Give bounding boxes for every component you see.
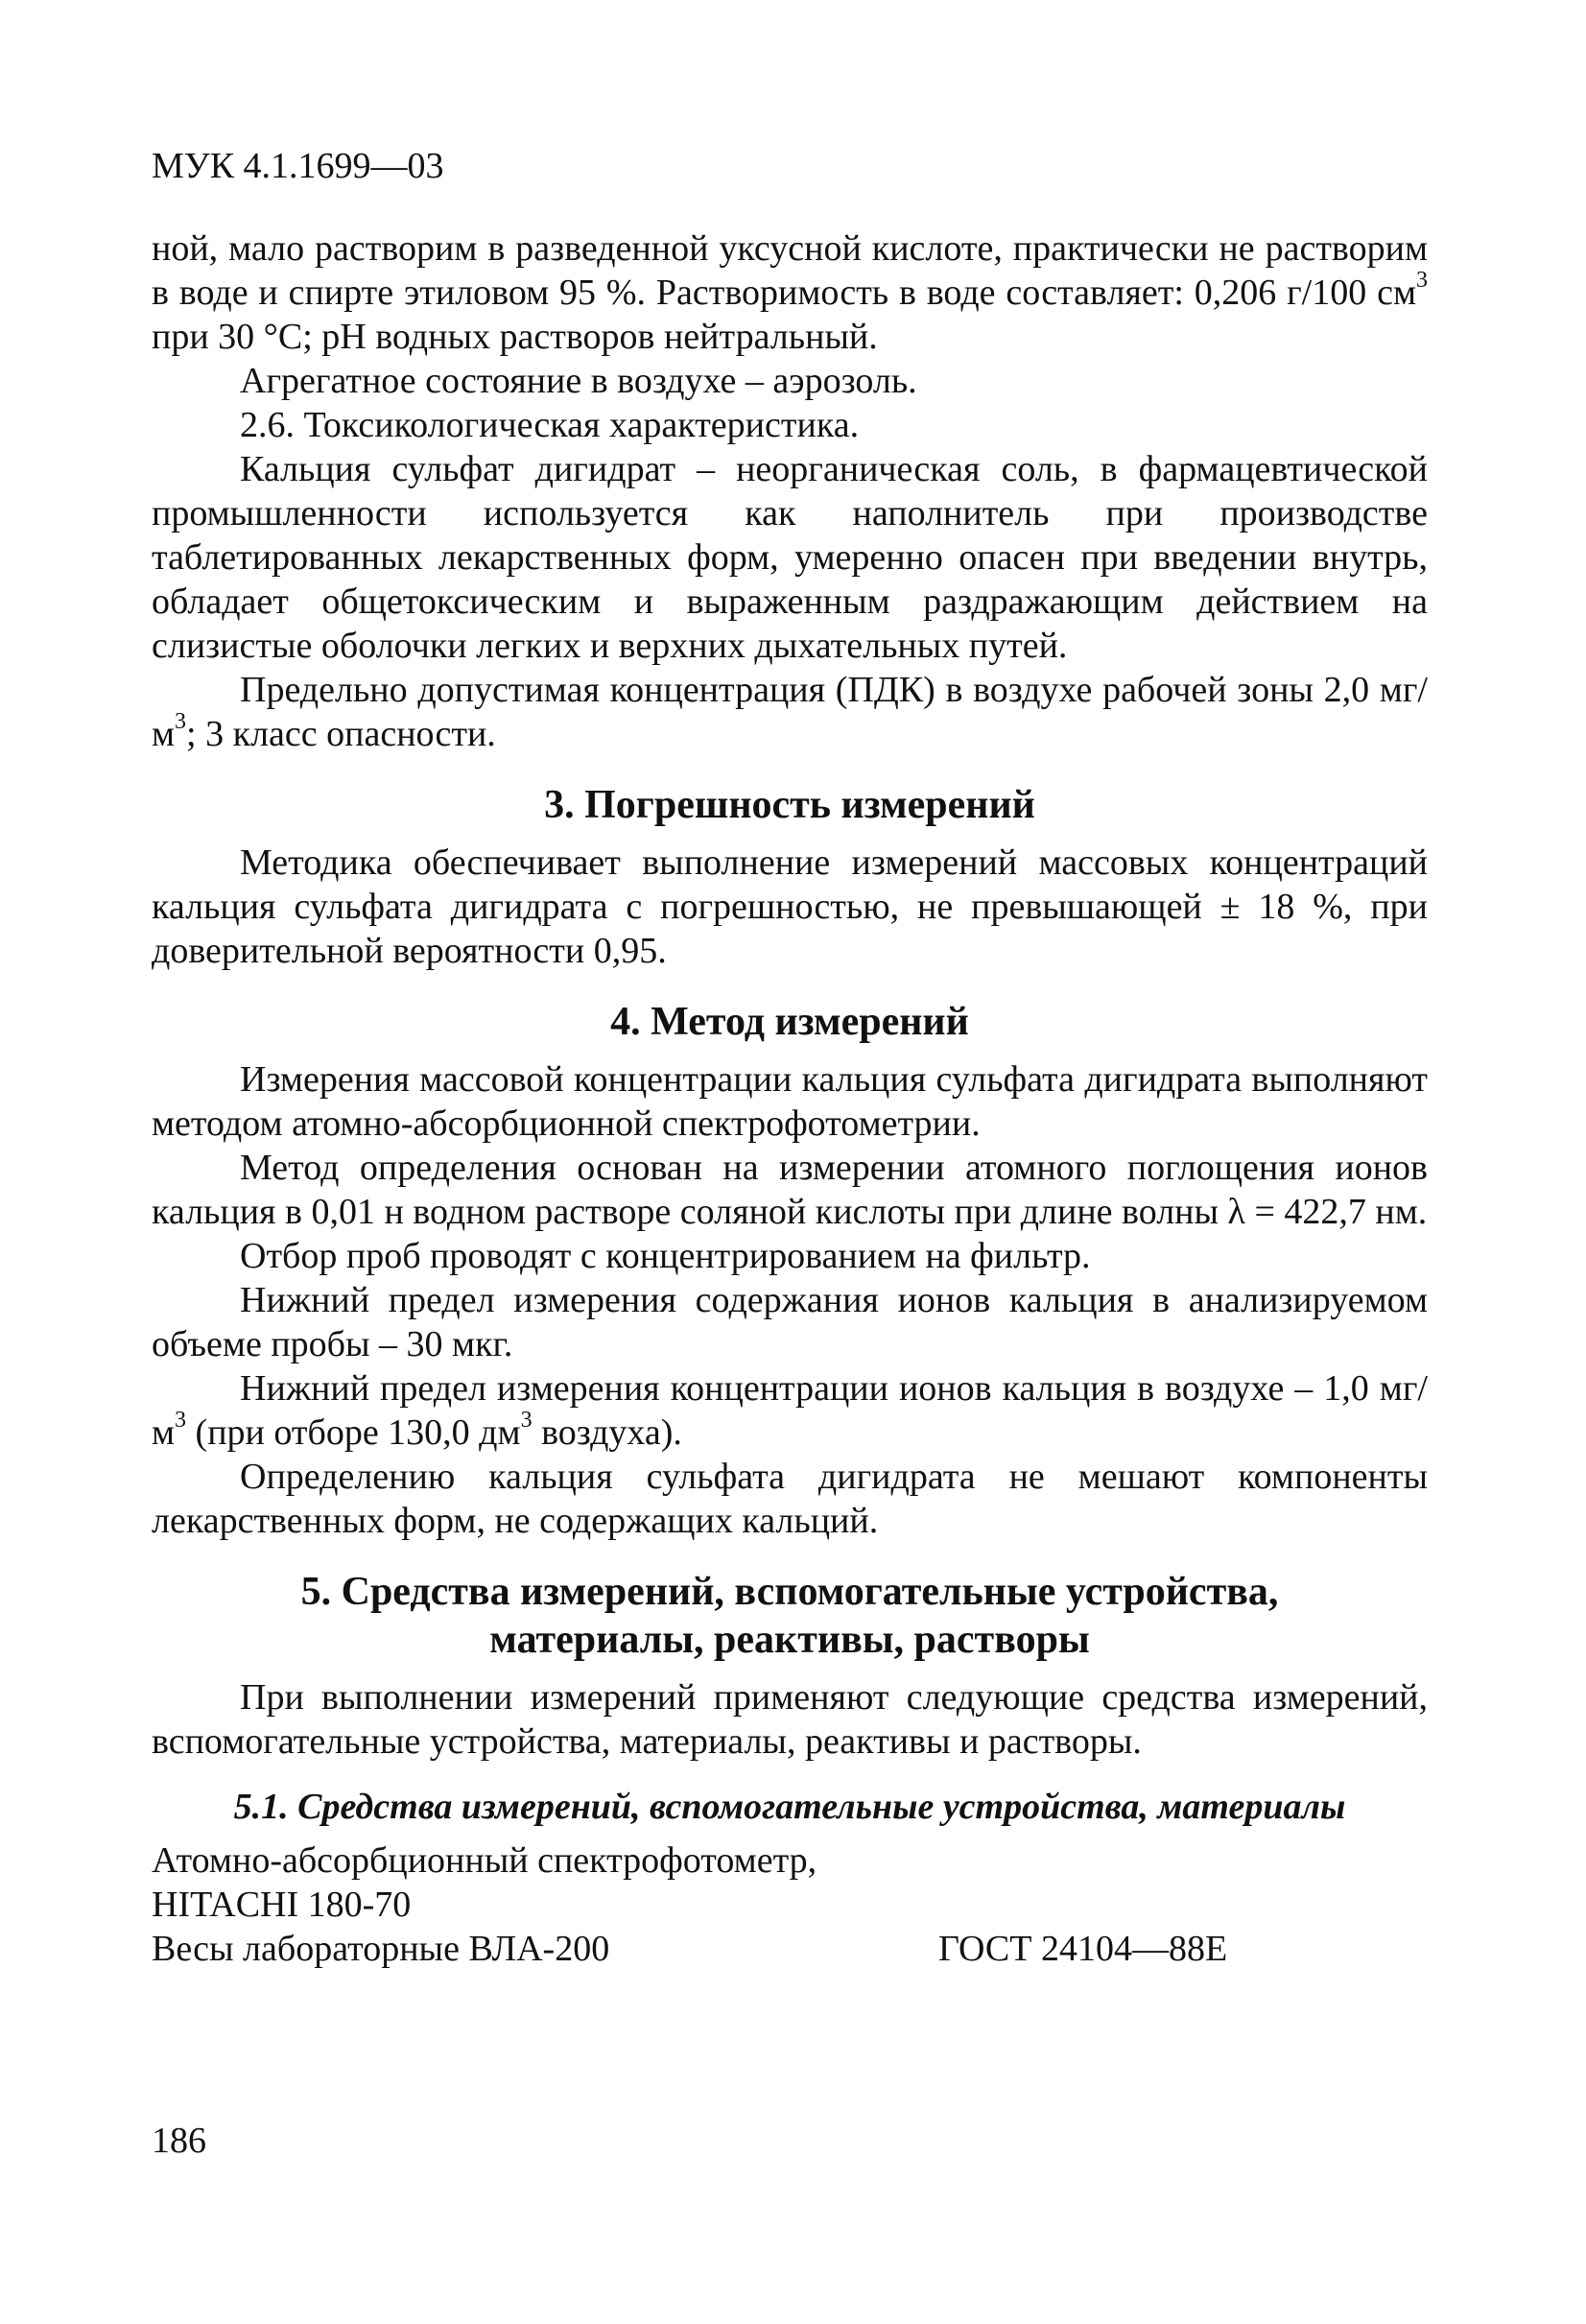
section-4-paragraph-5 [152, 1366, 1428, 1455]
superscript: 3 [175, 1408, 187, 1434]
section-4-paragraph-2: Метод определения основан на измерении атомного поглощения ионов кальция в 0,01 н водном растворе соляной кислоты при длине волны λ = 422,7 нм. [152, 1148, 1428, 1232]
continuation-paragraph [152, 226, 1428, 359]
equipment-item-spectrophotometer [152, 1838, 1428, 1927]
page-number: 186 [152, 2121, 206, 2161]
section-4-p5-text-a: Нижний предел измерения концентрации ионов кальция в воздухе – 1,0 мг/м [152, 1368, 1428, 1453]
section-4-paragraph-6: Определению кальция сульфата дигидрата не мешают компоненты лекарственных форм, не содержащих кальций. [152, 1457, 1428, 1541]
equipment-item-scales [152, 1927, 1341, 1971]
equipment-item-1-line-1: Атомно-абсорбционный спектрофотометр, [152, 1840, 817, 1881]
subsection-5-1-heading: 5.1. Средства измерений, вспомогательные устройства, материалы [233, 1787, 1346, 1827]
document-header: МУК 4.1.1699—03 [152, 146, 444, 186]
section-4-paragraph-3: Отбор проб проводят с концентрированием на фильтр. [240, 1236, 1091, 1276]
section-5-paragraph: При выполнении измерений применяют следующие средства измерений, вспомогательные устройства, материалы, реактивы и растворы. [152, 1677, 1428, 1762]
pdk-text-a: Предельно допустимая концентрация (ПДК) в воздухе рабочей зоны 2,0 мг/м [152, 670, 1428, 754]
equipment-item-2-standard: ГОСТ 24104—88Е [938, 1929, 1228, 1969]
section-3-paragraph: Методика обеспечивает выполнение измерений массовых концентраций кальция сульфата дигидрата с погрешностью, не превышающей ± 18 %, при доверительной вероятности 0,95. [152, 842, 1428, 971]
superscript: 3 [1416, 268, 1428, 294]
section-4-p5-text-c: воздуха). [532, 1412, 682, 1453]
document-page [152, 144, 1428, 1971]
superscript: 3 [520, 1408, 533, 1434]
section-5-heading-line-2: материалы, реактивы, растворы [489, 1618, 1090, 1662]
continuation-text-a: ной, мало растворим в разведенной уксусной кислоте, практически не растворим в воде и спирте этиловом 95 %. Растворимость в воде составляет: 0,206 г/100 см [152, 228, 1428, 313]
section-3-heading: 3. Погрешность измерений [544, 783, 1035, 827]
section-4-paragraph-1: Измерения массовой концентрации кальция сульфата дигидрата выполняют методом атомно-абсорбционной спектрофотометрии. [152, 1059, 1428, 1144]
continuation-text-b: при 30 °С; рН водных растворов нейтральный. [152, 317, 878, 357]
section-5-heading [152, 1568, 1428, 1664]
superscript: 3 [175, 709, 187, 735]
pdk-text-b: ; 3 класс опасности. [186, 714, 496, 754]
pdk-paragraph [152, 668, 1428, 756]
equipment-item-1-line-2: HITACHI 180-70 [152, 1885, 412, 1925]
aggregate-state-paragraph: Агрегатное состояние в воздухе – аэрозоль. [240, 361, 917, 401]
section-4-p5-text-b: (при отборе 130,0 дм [186, 1412, 521, 1453]
toxicology-subheading: 2.6. Токсикологическая характеристика. [240, 405, 860, 445]
section-4-paragraph-4: Нижний предел измерения содержания ионов кальция в анализируемом объеме пробы – 30 мкг. [152, 1280, 1428, 1364]
toxicology-paragraph: Кальция сульфат дигидрат – неорганическая соль, в фармацевтической промышленности используется как наполнитель при производстве таблетированных лекарственных форм, умеренно опасен при введении внутрь, обладает общетоксическим и выраженным раздражающим действием на слизистые оболочки легких и верхних дыхательных путей. [152, 449, 1428, 666]
equipment-item-2-name: Весы лабораторные ВЛА-200 [152, 1929, 610, 1969]
section-5-heading-line-1: 5. Средства измерений, вспомогательные устройства, [300, 1570, 1279, 1614]
section-4-heading: 4. Метод измерений [610, 1000, 969, 1044]
